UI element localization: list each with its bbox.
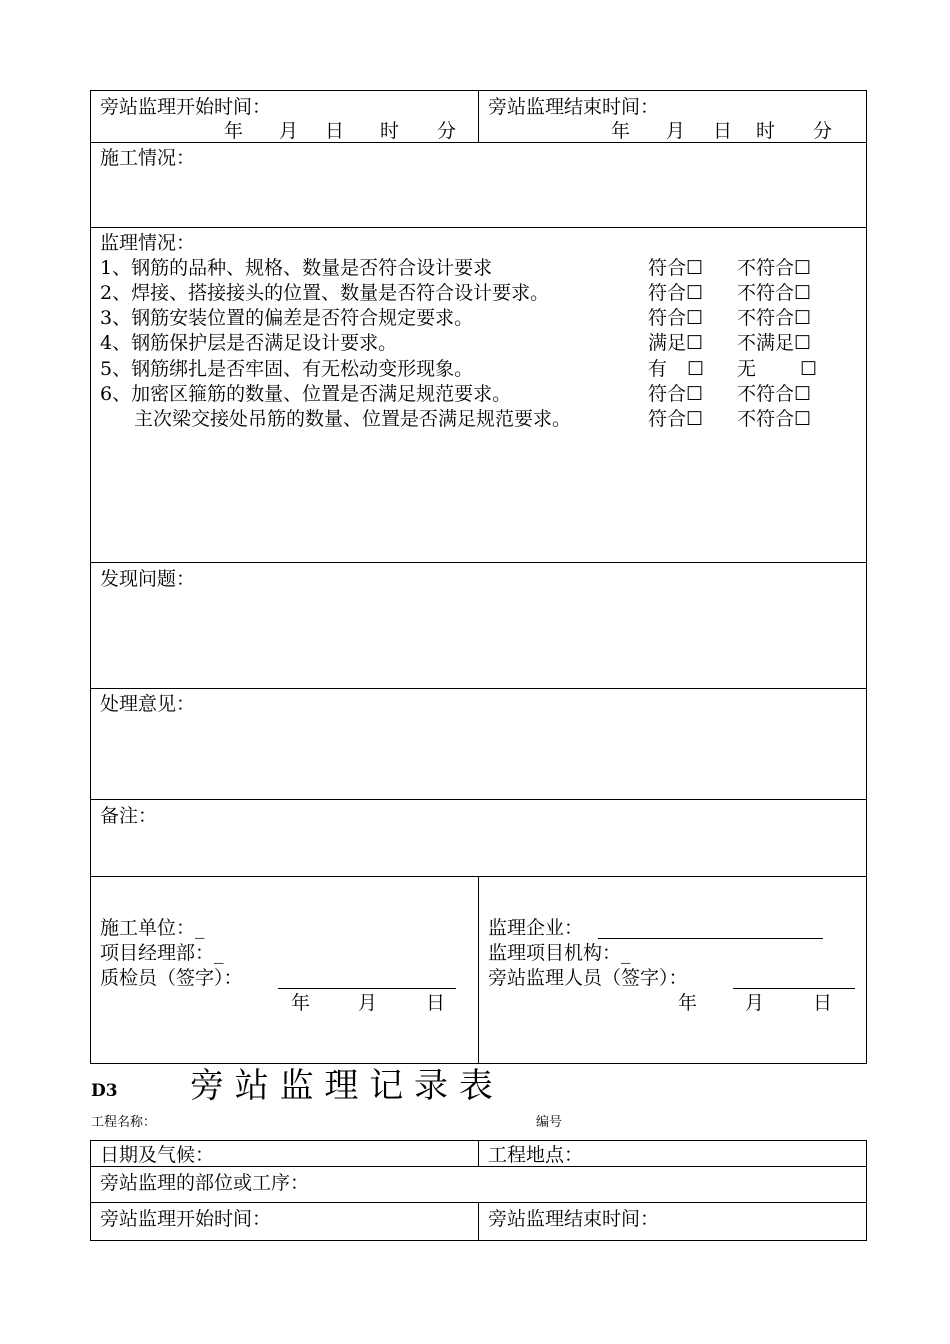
row-divider xyxy=(90,688,867,689)
start-unit-hour: 时 xyxy=(380,120,400,142)
start-unit-minute: 分 xyxy=(437,120,457,142)
quality-inspector-signature-label: 质检员（签字）： xyxy=(100,967,243,989)
start-time-label: 旁站监理开始时间： xyxy=(100,96,272,118)
start-unit-year: 年 xyxy=(224,120,244,142)
row-divider xyxy=(90,227,867,228)
handling-opinion-label: 处理意见： xyxy=(100,693,196,715)
end-unit-day: 日 xyxy=(713,120,733,142)
supervision-status-label: 监理情况： xyxy=(100,232,196,254)
start-time-label: 旁站监理开始时间： xyxy=(100,1208,272,1230)
project-location-label: 工程地点： xyxy=(488,1144,584,1166)
checklist-option-no[interactable]: 不符合☐ xyxy=(737,383,812,405)
checklist-option-no[interactable]: 不符合☐ xyxy=(737,307,812,329)
row-divider xyxy=(90,142,867,143)
left-date-month: 月 xyxy=(358,992,378,1014)
project-name-label: 工程名称： xyxy=(91,1115,157,1130)
right-date-month: 月 xyxy=(745,992,765,1014)
column-divider xyxy=(478,1202,479,1241)
checklist-option-no[interactable]: 不符合☐ xyxy=(737,408,812,430)
checklist-option-yes[interactable]: 符合☐ xyxy=(648,408,704,430)
checklist-option-yes[interactable]: 符合☐ xyxy=(648,383,704,405)
end-unit-hour: 时 xyxy=(756,120,776,142)
problems-found-label: 发现问题： xyxy=(100,568,196,590)
document-number-label: 编号 xyxy=(536,1115,563,1130)
quality-inspector-signature-line[interactable] xyxy=(278,988,456,989)
supervision-project-org-field[interactable]: 监理项目机构：_ xyxy=(488,942,631,964)
supervision-company-line[interactable] xyxy=(598,938,823,939)
project-manager-dept-field[interactable]: 项目经理部：_ xyxy=(100,942,224,964)
column-divider xyxy=(478,876,479,1064)
date-weather-label: 日期及气候： xyxy=(100,1144,215,1166)
part-process-label: 旁站监理的部位或工序： xyxy=(100,1172,310,1194)
end-unit-month: 月 xyxy=(666,120,686,142)
checklist-item-text: 6、加密区箍筋的数量、位置是否满足规范要求。 xyxy=(100,383,512,405)
form-title: 旁 站 监 理 记 录 表 xyxy=(190,1066,493,1106)
checklist-item-text: 1、钢筋的品种、规格、数量是否符合设计要求 xyxy=(100,257,493,279)
right-date-day: 日 xyxy=(813,992,833,1014)
row-divider xyxy=(90,799,867,800)
end-time-label: 旁站监理结束时间： xyxy=(488,1208,660,1230)
checklist-option-yes[interactable]: 满足☐ xyxy=(648,332,704,354)
row-divider xyxy=(90,562,867,563)
remarks-label: 备注： xyxy=(100,805,158,827)
checklist-item-text: 3、钢筋安装位置的偏差是否符合规定要求。 xyxy=(100,307,474,329)
right-date-year: 年 xyxy=(678,992,698,1014)
checklist-option-no[interactable]: 不满足☐ xyxy=(737,332,812,354)
construction-status-label: 施工情况： xyxy=(100,147,196,169)
checklist-option-no[interactable]: 不符合☐ xyxy=(737,282,812,304)
checklist-option-no[interactable]: 无 ☐ xyxy=(737,358,818,380)
checklist-option-no[interactable]: 不符合☐ xyxy=(737,257,812,279)
column-divider xyxy=(478,90,479,142)
checklist-item-text: 2、焊接、搭接接头的位置、数量是否符合设计要求。 xyxy=(100,282,550,304)
checklist-item-text: 5、钢筋绑扎是否牢固、有无松动变形现象。 xyxy=(100,358,474,380)
left-date-day: 日 xyxy=(426,992,446,1014)
end-unit-minute: 分 xyxy=(813,120,833,142)
column-divider xyxy=(478,1140,479,1166)
supervisor-signature-line[interactable] xyxy=(733,988,855,989)
end-unit-year: 年 xyxy=(611,120,631,142)
end-time-label: 旁站监理结束时间： xyxy=(488,96,660,118)
checklist-option-yes[interactable]: 有 ☐ xyxy=(648,358,705,380)
form-code: D3 xyxy=(91,1081,118,1101)
left-date-year: 年 xyxy=(291,992,311,1014)
checklist-option-yes[interactable]: 符合☐ xyxy=(648,257,704,279)
checklist-item-text: 4、钢筋保护层是否满足设计要求。 xyxy=(100,332,398,354)
start-unit-day: 日 xyxy=(325,120,345,142)
checklist-option-yes[interactable]: 符合☐ xyxy=(648,282,704,304)
supervision-company-label: 监理企业： xyxy=(488,917,584,939)
supervisor-signature-label: 旁站监理人员（签字）： xyxy=(488,967,688,989)
start-unit-month: 月 xyxy=(279,120,299,142)
checklist-item-text: 主次梁交接处吊筋的数量、位置是否满足规范要求。 xyxy=(134,408,572,430)
checklist-option-yes[interactable]: 符合☐ xyxy=(648,307,704,329)
construction-unit-field[interactable]: 施工单位：_ xyxy=(100,917,205,939)
